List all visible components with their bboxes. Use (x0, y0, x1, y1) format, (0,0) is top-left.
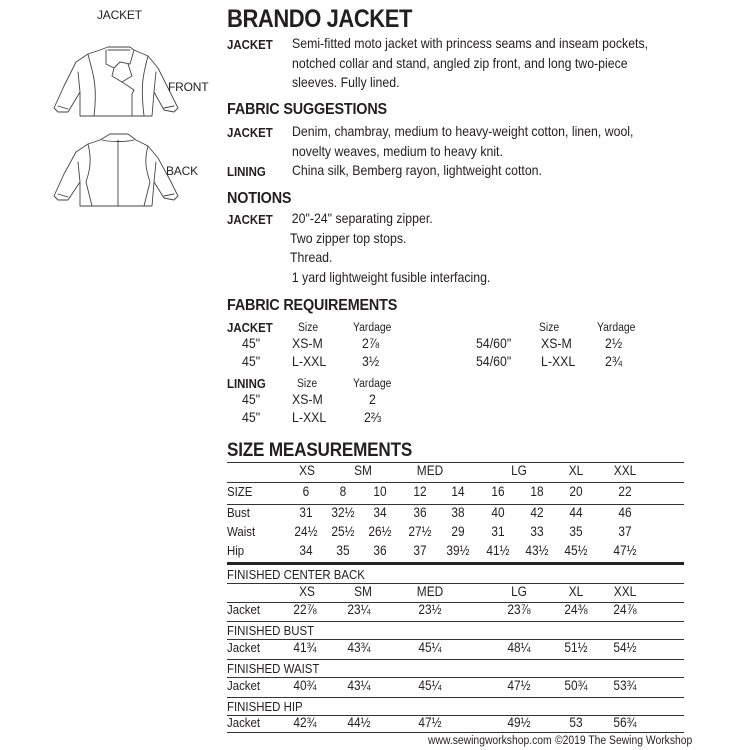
finished-row-label: Jacket (227, 640, 261, 655)
body-measurement-value: 31 (491, 524, 505, 539)
body-measurement-value: 44 (569, 505, 583, 520)
size-group-header: MED (416, 463, 444, 478)
jacket-back-illustration (48, 130, 183, 210)
finished-heading: FINISHED WAIST (227, 661, 320, 676)
fabric-req-size: L-XXL (541, 353, 576, 369)
fabric-req-width: 45" (242, 335, 261, 351)
finished-row-label: Jacket (227, 602, 261, 617)
fabric-req-yardage-header: Yardage (353, 322, 392, 334)
fabric-req-size-header: Size (539, 322, 560, 334)
body-measurement-value: 39½ (446, 543, 470, 558)
front-view-label: FRONT (168, 80, 209, 94)
body-row-label: Hip (227, 543, 245, 558)
body-measurement-value: 38 (451, 505, 465, 520)
footer-website: www.sewingworkshop.com (428, 735, 552, 747)
body-measurement-value: 36 (413, 505, 427, 520)
finished-measurement-value: 40¾ (293, 678, 317, 693)
fabric-req-yardage: 2⅞ (362, 335, 380, 351)
finished-measurement-value: 45¼ (418, 640, 442, 655)
notion-item: Two zipper top stops. (290, 229, 407, 246)
finished-measurement-value: 47½ (507, 678, 531, 693)
notion-item: Thread. (290, 249, 333, 265)
size-group-header: LG (511, 584, 527, 599)
finished-measurement-value: 47½ (418, 715, 442, 730)
finished-measurement-value: 22⅞ (293, 602, 317, 617)
notion-item: 20"-24" separating zipper. (291, 210, 433, 226)
fabric-requirements-heading: FABRIC REQUIREMENTS (227, 297, 398, 314)
fabric-suggestions-lining-key: LINING (227, 164, 266, 179)
size-number: 22 (618, 484, 632, 499)
fabric-req-size: L-XXL (292, 353, 327, 369)
fabric-req-size: XS-M (541, 335, 572, 351)
finished-measurement-value: 43¾ (347, 640, 371, 655)
finished-measurement-value: 53¾ (613, 678, 637, 693)
finished-heading: FINISHED CENTER BACK (227, 567, 365, 582)
size-number: 18 (530, 484, 544, 499)
size-group-header: SM (354, 584, 372, 599)
fabric-req-yardage-header: Yardage (353, 378, 392, 390)
fabric-req-yardage: 2⅔ (364, 409, 382, 425)
pattern-description (292, 34, 648, 93)
back-view-label: BACK (166, 164, 198, 178)
fabric-req-size-header: Size (297, 378, 318, 390)
body-measurement-value: 45½ (564, 543, 588, 558)
notions-key: JACKET (227, 212, 273, 227)
fabric-req-lining-key: LINING (227, 376, 266, 391)
body-measurement-value: 29 (451, 524, 465, 539)
fabric-req-yardage: 2¾ (605, 353, 623, 369)
body-measurement-value: 42 (530, 505, 544, 520)
body-measurement-value: 32½ (331, 505, 355, 520)
body-measurement-value: 34 (299, 543, 313, 558)
description-key: JACKET (227, 37, 273, 52)
finished-row-label: Jacket (227, 678, 261, 693)
body-measurement-value: 34 (373, 505, 387, 520)
body-measurement-value: 36 (373, 543, 387, 558)
body-measurement-value: 47½ (613, 543, 637, 558)
size-group-header: XS (299, 463, 315, 478)
notions-list (290, 209, 490, 287)
finished-measurement-value: 56¾ (613, 715, 637, 730)
finished-measurement-value: 53 (569, 715, 583, 730)
finished-measurement-value: 45¼ (418, 678, 442, 693)
jacket-front-illustration (48, 42, 183, 122)
finished-measurement-value: 54½ (613, 640, 637, 655)
body-measurement-value: 33 (530, 524, 544, 539)
size-group-header: XL (568, 463, 584, 478)
fabric-req-size: XS-M (292, 335, 323, 351)
notions-heading: NOTIONS (227, 190, 292, 207)
size-group-header: LG (511, 463, 527, 478)
body-measurement-value: 26½ (368, 524, 392, 539)
fabric-req-size-header: Size (298, 322, 319, 334)
fabric-req-yardage-header: Yardage (597, 322, 636, 334)
body-measurement-value: 24½ (294, 524, 318, 539)
size-group-header: XL (568, 584, 584, 599)
fabric-req-width: 45" (242, 409, 261, 425)
size-number: 20 (569, 484, 583, 499)
fabric-req-width: 54/60" (476, 335, 512, 351)
finished-measurement-value: 49½ (507, 715, 531, 730)
body-row-label: Bust (227, 505, 250, 520)
notion-item: 1 yard lightweight fusible interfacing. (291, 268, 491, 285)
finished-measurement-value: 23¼ (347, 602, 371, 617)
size-number: 10 (373, 484, 387, 499)
fabric-suggestions-lining: China silk, Bemberg rayon, lightweight cotton. (292, 162, 542, 178)
body-row-label: Waist (227, 524, 256, 539)
size-row-label: SIZE (227, 484, 253, 499)
finished-measurement-value: 44½ (347, 715, 371, 730)
fabric-req-yardage: 2 (369, 391, 376, 407)
finished-measurement-value: 50¾ (564, 678, 588, 693)
table-rule (227, 732, 684, 733)
size-number: 12 (413, 484, 427, 499)
fabric-req-size: L-XXL (292, 409, 327, 425)
size-group-header: XXL (613, 584, 637, 599)
finished-heading: FINISHED HIP (227, 699, 303, 714)
size-group-header: MED (416, 584, 444, 599)
body-measurement-value: 31 (299, 505, 313, 520)
body-measurement-value: 35 (569, 524, 583, 539)
body-measurement-value: 35 (336, 543, 350, 558)
illustration-title: JACKET (97, 8, 142, 22)
body-measurement-value: 46 (618, 505, 632, 520)
fabric-req-width: 45" (242, 391, 261, 407)
finished-measurement-value: 43¼ (347, 678, 371, 693)
fabric-req-jacket-key: JACKET (227, 320, 273, 335)
finished-measurement-value: 42¾ (293, 715, 317, 730)
finished-measurement-value: 48¼ (507, 640, 531, 655)
fabric-req-size: XS-M (292, 391, 323, 407)
fabric-suggestion-line: novelty weaves, medium to heavy knit. (292, 142, 503, 159)
finished-measurement-value: 23½ (418, 602, 442, 617)
description-line: Semi-fitted moto jacket with princess seams and inseam pockets, (292, 35, 649, 51)
fabric-suggestions-heading: FABRIC SUGGESTIONS (227, 101, 387, 118)
finished-measurement-value: 41¾ (293, 640, 317, 655)
body-measurement-value: 37 (618, 524, 632, 539)
size-number: 16 (491, 484, 505, 499)
fabric-req-width: 45" (242, 353, 261, 369)
size-number: 8 (339, 484, 347, 499)
size-measurements-heading: SIZE MEASUREMENTS (227, 440, 413, 461)
body-measurement-value: 25½ (331, 524, 355, 539)
footer-copyright: ©2019 The Sewing Workshop (555, 735, 693, 747)
fabric-req-yardage: 2½ (605, 335, 623, 351)
body-measurement-value: 40 (491, 505, 505, 520)
finished-measurement-value: 23⅞ (507, 602, 531, 617)
body-measurement-value: 41½ (486, 543, 510, 558)
table-rule (227, 562, 684, 565)
finished-measurement-value: 51½ (564, 640, 588, 655)
finished-row-label: Jacket (227, 715, 261, 730)
pattern-title: BRANDO JACKET (227, 5, 412, 33)
body-measurement-value: 43½ (525, 543, 549, 558)
size-number: 14 (451, 484, 465, 499)
fabric-suggestions-jacket (292, 122, 633, 161)
finished-measurement-value: 24⅞ (613, 602, 637, 617)
body-measurement-value: 27½ (408, 524, 432, 539)
size-group-header: XXL (613, 463, 637, 478)
size-number: 6 (302, 484, 310, 499)
size-group-header: SM (354, 463, 372, 478)
fabric-suggestion-line: Denim, chambray, medium to heavy-weight cotton, linen, wool, (292, 123, 634, 139)
fabric-req-yardage: 3½ (362, 353, 380, 369)
finished-measurement-value: 24⅜ (564, 602, 588, 617)
description-line: notched collar and stand, angled zip front, and long two-piece (292, 54, 628, 71)
size-group-header: XS (299, 584, 315, 599)
fabric-suggestions-jacket-key: JACKET (227, 125, 273, 140)
fabric-req-width: 54/60" (476, 353, 512, 369)
finished-heading: FINISHED BUST (227, 623, 315, 638)
body-measurement-value: 37 (413, 543, 427, 558)
description-line: sleeves. Fully lined. (292, 74, 400, 90)
